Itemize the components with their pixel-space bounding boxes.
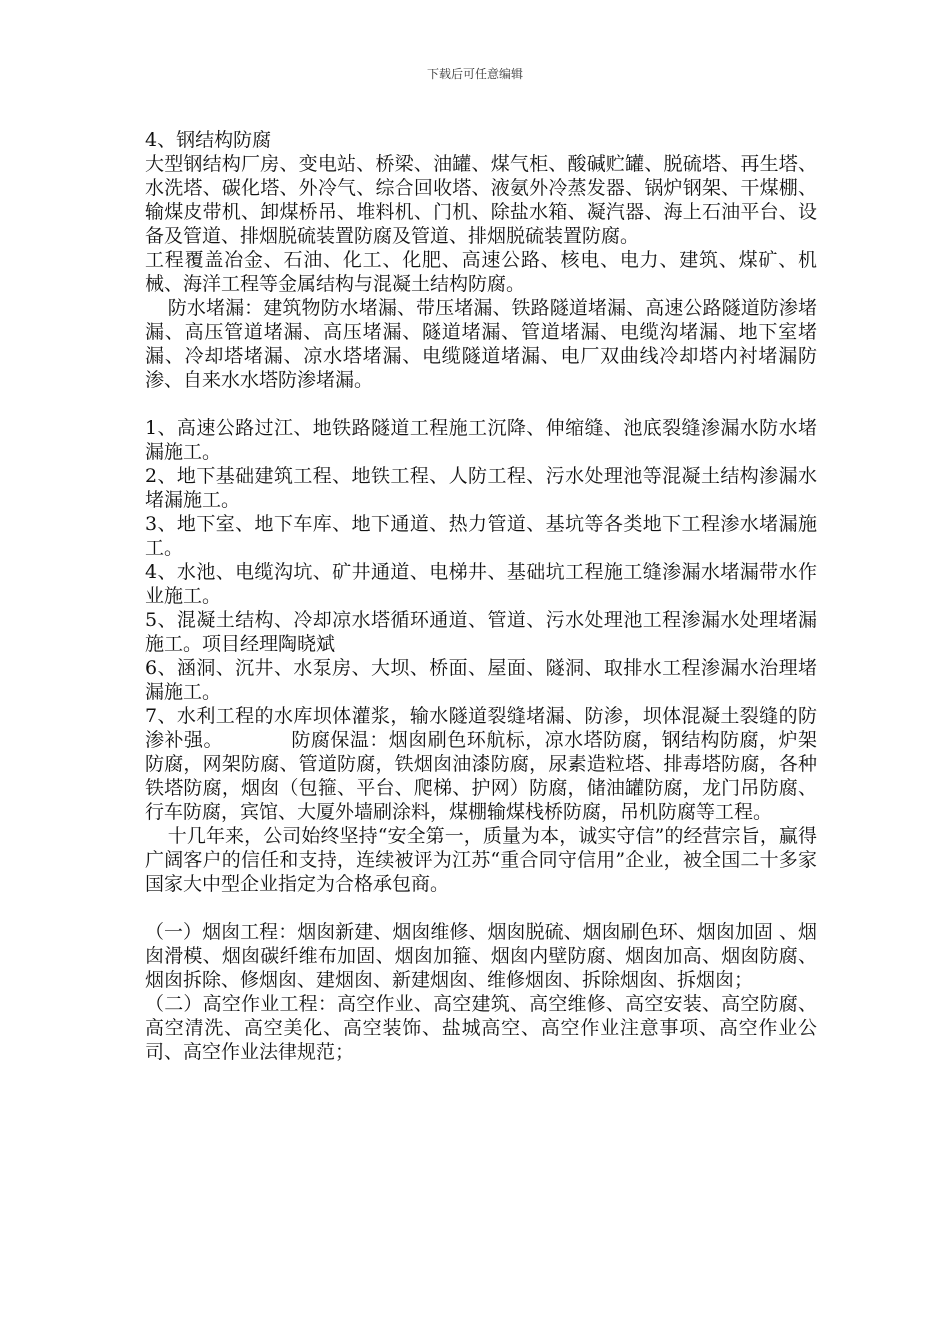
list-item-6: 6、涵洞、沉井、水泵房、大坝、桥面、屋面、隧洞、取排水工程渗漏水治理堵漏施工。 — [145, 657, 817, 703]
section-title-steel-anticorrosion: 4、钢结构防腐 — [145, 129, 272, 151]
blank-line — [145, 896, 817, 920]
paragraph-steel-structures: 大型钢结构厂房、变电站、桥梁、油罐、煤气柜、酸碱贮罐、脱硫塔、再生塔、水洗塔、碳化塔、外冷气、综合回收塔、液氨外冷蒸发器、锅炉钢架、干煤棚、输煤皮带机、卸煤桥吊、堆料机、门机、除盐水箱、凝汽器、海上石油平台、设备及管道、排烟脱硫装置防腐及管道、排烟脱硫装置防腐。 — [145, 153, 817, 247]
paragraph-engineering-coverage: 工程覆盖冶金、石油、化工、化肥、高速公路、核电、电力、建筑、煤矿、机械、海洋工程等金属结构与混凝土结构防腐。 — [145, 249, 817, 295]
paragraph-waterproof-leak: 防水堵漏：建筑物防水堵漏、带压堵漏、铁路隧道堵漏、高速公路隧道防渗堵漏、高压管道堵漏、高压堵漏、隧道堵漏、管道堵漏、电缆沟堵漏、地下室堵漏、冷却塔堵漏、凉水塔堵漏、电缆隧道堵漏、电厂双曲线冷却塔内衬堵漏防渗、自来水水塔防渗堵漏。 — [145, 297, 817, 391]
list-item-3: 3、地下室、地下车库、地下通道、热力管道、基坑等各类地下工程渗水堵漏施工。 — [145, 513, 817, 559]
paragraph-chimney-engineering: （一）烟囱工程：烟囱新建、烟囱维修、烟囱脱硫、烟囱刷色环、烟囱加固 、烟囱滑模、烟囱碳纤维布加固、烟囱加箍、烟囱内壁防腐、烟囱加高、烟囱防腐、烟囱拆除、修烟囱、建烟囱、新建烟囱、维修烟囱、拆除烟囱、拆烟囱； — [145, 921, 817, 991]
list-item-7: 7、水利工程的水库坝体灌浆，输水隧道裂缝堵漏、防渗，坝体混凝土裂缝的防渗补强。 防腐保温：烟囱刷色环航标，凉水塔防腐，钢结构防腐，炉架防腐，网架防腐、管道防腐，铁烟囱油漆防腐，尿素造粒塔、排毒塔防腐，各种铁塔防腐，烟囱（包箍、平台、爬梯、护网）防腐，储油罐防腐，龙门吊防腐、行车防腐，宾馆、大厦外墙刷涂料，煤棚输煤栈桥防腐，吊机防腐等工程。 — [145, 705, 817, 823]
page-header: 下载后可任意编辑 — [426, 67, 523, 81]
paragraph-high-altitude-work: （二）高空作业工程：高空作业、高空建筑、高空维修、高空安装、高空防腐、高空清洗、高空美化、高空装饰、盐城高空、高空作业注意事项、高空作业公司、高空作业法律规范； — [145, 993, 817, 1063]
blank-line — [145, 392, 817, 416]
list-item-1: 1、高速公路过江、地铁路隧道工程施工沉降、伸缩缝、池底裂缝渗漏水防水堵漏施工。 — [145, 417, 817, 463]
list-item-5: 5、混凝土结构、冷却凉水塔循环通道、管道、污水处理池工程渗漏水处理堵漏施工。项目经理陶晓斌 — [145, 609, 817, 655]
list-item-2: 2、地下基础建筑工程、地铁工程、人防工程、污水处理池等混凝土结构渗漏水堵漏施工。 — [145, 465, 817, 511]
list-item-4: 4、水池、电缆沟坑、矿井通道、电梯井、基础坑工程施工缝渗漏水堵漏带水作业施工。 — [145, 561, 817, 607]
document-body — [145, 128, 817, 1064]
paragraph-company-intro: 十几年来，公司始终坚持“安全第一，质量为本，诚实守信”的经营宗旨，赢得广阔客户的信任和支持，连续被评为江苏“重合同守信用”企业，被全国二十多家国家大中型企业指定为合格承包商。 — [145, 825, 817, 895]
